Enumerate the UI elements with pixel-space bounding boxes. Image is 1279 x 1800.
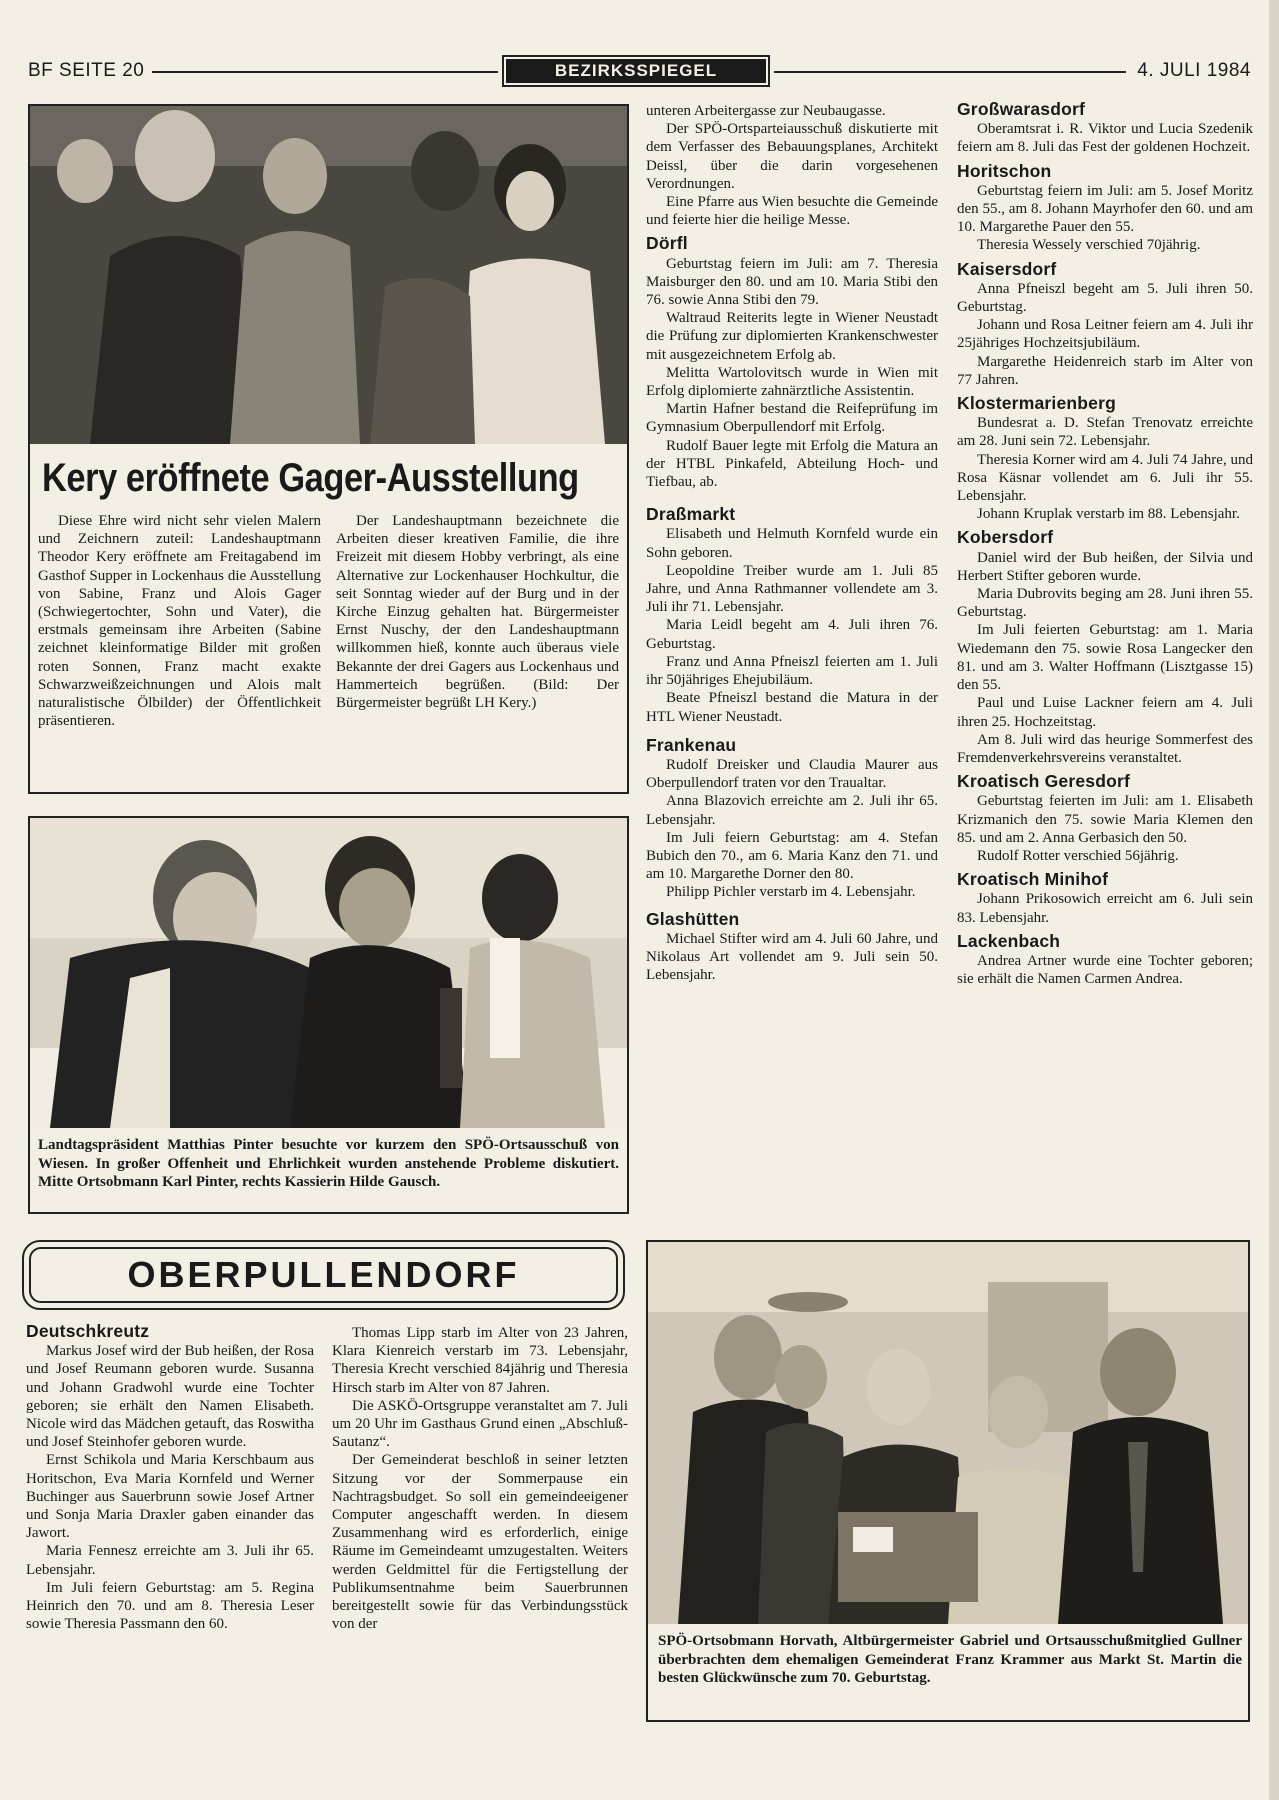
frankenau-para-2: Anna Blazovich erreichte am 2. Juli ihr 65. Lebensjahr. bbox=[646, 793, 938, 828]
frankenau-para-1: Rudolf Dreisker und Claudia Maurer aus Oberpullendorf traten vor den Traualtar. bbox=[646, 756, 938, 792]
doerfl-para-4: Martin Hafner bestand die Reifeprüfung im Gymnasium Oberpullendorf mit Erfolg. bbox=[646, 401, 938, 436]
drassmarkt-para-2: Leopoldine Treiber wurde am 1. Juli 85 Jahre, und Anna Rathmanner vollendete am 3. Juli ihr 71. Lebensjahr. bbox=[646, 562, 938, 616]
kobersdorf-para-5: Am 8. Juli wird das heurige Sommerfest des Fremdenverkehrsvereins veranstaltet. bbox=[957, 731, 1253, 766]
drassmarkt-para-1: Elisabeth und Helmuth Kornfeld wurde ein Sohn geboren. bbox=[646, 526, 938, 561]
lackenbach-para-1: Andrea Artner wurde eine Tochter geboren; sie erhält die Namen Carmen Andrea. bbox=[957, 952, 1253, 988]
headline-kery: Kery eröffnete Gager-Ausstellung bbox=[42, 456, 579, 500]
kobersdorf-para-3: Im Juli feierten Geburtstag: am 1. Maria Wiedemann den 75. sowie Rosa Langecker den 81. und am 3. Walter Hoffmann (Lisztgasse 15) den 55. bbox=[957, 622, 1253, 694]
story-kery-text-1: Diese Ehre wird nicht sehr vielen Malern und Zeichnern zuteil: Landeshauptmann Theodor Kery eröffnete am Freitagabend im Gasthof Supper in Lockenhaus die Ausstellung von Sabine, Franz und Alois Gager (Schwiegertochter, Sohn und Vater), die erstmals gemeinsam ihre Arbeiten (Sabine zeichnet kleinformatige Bilder mit großen roten Sonnen, Franz macht exakte Schwarzweißzeichnungen und Alois malt naturalistische Ölbilder) der Öffentlichkeit präsentieren. bbox=[38, 513, 321, 730]
kobersdorf-para-4: Paul und Luise Lackner feiern am 4. Juli ihren 25. Hochzeitstag. bbox=[957, 695, 1253, 730]
frankenau-para-3: Im Juli feiern Geburtstag: am 4. Stefan Bubich den 70., am 6. Maria Kanz den 71. und am 10. Margarethe Dorner den 80. bbox=[646, 829, 938, 883]
right-column bbox=[957, 100, 1253, 988]
deutschkreutz-col2 bbox=[332, 1324, 628, 1633]
heading-grosswarasdorf: Großwarasdorf bbox=[957, 99, 1086, 119]
heading-doerfl: Dörfl bbox=[646, 233, 688, 254]
doerfl-para-3: Melitta Wartolovitsch wurde in Wien mit Erfolg diplomierte zahnärztliche Assistentin. bbox=[646, 364, 938, 400]
klostermarienberg-para-1: Bundesrat a. D. Stefan Trenovatz erreichte am 28. Juni sein 72. Lebensjahr. bbox=[957, 415, 1253, 450]
frankenau-para-4: Philipp Pichler verstarb im 4. Lebensjahr. bbox=[666, 884, 916, 901]
deutschkreutz-para-1: Markus Josef wird der Bub heißen, der Rosa und Josef Reumann geboren wurde. Susanna und Johann Gradwohl wurde eine Tochter geboren; sie erhält den Namen Elisabeth. Nicole wird das Mädchen getauft, das Roswitha und Josef Steinhofer geboren wurde. bbox=[26, 1343, 314, 1451]
heading-deutschkreutz: Deutschkreutz bbox=[26, 1321, 150, 1341]
heading-glashuetten: Glashütten bbox=[646, 908, 740, 929]
kaisersdorf-para-1: Anna Pfneiszl begeht am 5. Juli ihren 50. Geburtstag. bbox=[957, 280, 1253, 316]
kaisersdorf-para-3: Margarethe Heidenreich starb im Alter von 77 Jahren. bbox=[957, 353, 1253, 388]
heading-frankenau: Frankenau bbox=[646, 734, 737, 755]
heading-klostermarienberg: Klostermarienberg bbox=[957, 393, 1117, 414]
intro-para-2: Der SPÖ-Ortsparteiausschuß diskutierte mit dem Verfasser des Bebauungsplanes, Architekt Deissl, über die darin vorgesehenen Verordnungen. bbox=[646, 121, 938, 192]
horitschon-para-1: Geburtstag feiern im Juli: am 5. Josef Moritz den 55., am 8. Johann Mayrhofer den 60. und am 10. Margarethe Pauer den 55. bbox=[957, 182, 1253, 236]
glashuetten-para-1: Michael Stifter wird am 4. Juli 60 Jahre, und Nikolaus Art vollendet am 9. Juli sein 50. Lebensjahr. bbox=[646, 930, 938, 984]
issue-date: 4. JULI 1984 bbox=[1137, 60, 1251, 81]
photo-krammer-caption: SPÖ-Ortsobmann Horvath, Altbürgermeister Gabriel und Ortsausschußmitglied Gullner überbrachten dem ehemaligen Gemeinderat Franz Krammer aus Markt St. Martin die besten Glückwünsche zum 70. Geburtstag. bbox=[658, 1633, 1242, 1686]
header-rule-left bbox=[152, 71, 498, 73]
kaisersdorf-para-2: Johann und Rosa Leitner feiern am 4. Juli ihr 25jähriges Hochzeitsjubiläum. bbox=[957, 317, 1253, 352]
kobersdorf-para-2: Maria Dubrovits beging am 28. Juni ihren 55. Geburtstag. bbox=[957, 586, 1253, 621]
drassmarkt-para-5: Beate Pfneiszl bestand die Matura in der HTL Wiener Neustadt. bbox=[646, 690, 938, 725]
deutschkreutz-para-5: Thomas Lipp starb im Alter von 23 Jahren, Klara Kienreich verstarb im 73. Lebensjahr, Theresia Krecht verschied 84jährig und Theresia Hirsch starb im Alter von 87 Jahren. bbox=[332, 1325, 628, 1396]
photo-krammer-birthday bbox=[648, 1242, 1248, 1624]
section-label bbox=[502, 55, 770, 87]
klostermarienberg-para-3: Johann Kruplak verstarb im 88. Lebensjahr. bbox=[977, 506, 1240, 523]
drassmarkt-para-3: Maria Leidl begeht am 4. Juli ihren 76. Geburtstag. bbox=[646, 617, 938, 652]
horitschon-para-2: Theresia Wessely verschied 70jährig. bbox=[977, 237, 1201, 254]
section-label-text: BEZIRKSSPIEGEL bbox=[506, 59, 766, 83]
heading-drassmarkt: Draßmarkt bbox=[646, 504, 736, 525]
kroatisch-minihof-para-1: Johann Prikosowich erreicht am 6. Juli sein 83. Lebensjahr. bbox=[957, 891, 1253, 926]
heading-kobersdorf: Kobersdorf bbox=[957, 527, 1054, 548]
deutschkreutz-para-7: Der Gemeinderat beschloß in seiner letzten Sitzung vor der Sommerpause ein Nachtragsbudget. So soll ein gemeindeeigener Computer angeschafft werden. In diesem Zusammenhang wird es erforderlich, einige Räume im Gemeindeamt umzugestalten. Weiters werden Geldmittel für die Fertigstellung der Publikumsentnahme beim Sauerbrunnen bereitgestellt sowie für das Verbindungsstück von der bbox=[332, 1452, 628, 1633]
heading-kroatisch-geresdorf: Kroatisch Geresdorf bbox=[957, 771, 1131, 792]
middle-column bbox=[646, 102, 938, 984]
deutschkreutz-para-4: Im Juli feiern Geburtstag: am 5. Regina Heinrich den 70. und am 8. Theresia Leser sowie Theresia Passmann den 60. bbox=[26, 1579, 314, 1633]
page-edge bbox=[1269, 0, 1279, 1800]
page-number: BF SEITE 20 bbox=[28, 60, 145, 81]
deutschkreutz-para-2: Ernst Schikola und Maria Kerschbaum aus Horitschon, Eva Maria Kornfeld und Werner Buchinger aus Sauerbrunn sowie Josef Artner und Sonja Maria Draxler gaben einander das Jawort. bbox=[26, 1452, 314, 1542]
deutschkreutz-para-6: Die ASKÖ-Ortsgruppe veranstaltet am 7. Juli um 20 Uhr im Gasthaus Grund einen „Abschluß-Sautanz“. bbox=[332, 1397, 628, 1451]
photo-kery-exhibition bbox=[30, 106, 627, 444]
heading-kaisersdorf: Kaisersdorf bbox=[957, 258, 1057, 279]
story-kery-col2 bbox=[336, 512, 619, 712]
kobersdorf-para-1: Daniel wird der Bub heißen, der Silvia und Herbert Stifter geboren wurde. bbox=[957, 549, 1253, 584]
deutschkreutz-para-3: Maria Fennesz erreichte am 3. Juli ihr 65. Lebensjahr. bbox=[26, 1543, 314, 1578]
header-rule-right bbox=[774, 71, 1126, 73]
intro-para-1: unteren Arbeitergasse zur Neubaugasse. bbox=[646, 103, 886, 119]
heading-horitschon: Horitschon bbox=[957, 160, 1052, 181]
photo-wiesen-meeting bbox=[30, 818, 627, 1128]
kroatisch-geresdorf-para-2: Rudolf Rotter verschied 56jährig. bbox=[977, 847, 1179, 864]
doerfl-para-5: Rudolf Bauer legte mit Erfolg die Matura an der HTBL Pinkafeld, Abteilung Hoch- und Tiefbau, ab. bbox=[646, 437, 938, 491]
doerfl-para-1: Geburtstag feiern im Juli: am 7. Theresia Maisburger den 80. und am 10. Maria Stibi den 76. sowie Anna Stibi den 79. bbox=[646, 255, 938, 309]
section-banner-title: OBERPULLENDORF bbox=[29, 1247, 618, 1303]
kroatisch-geresdorf-para-1: Geburtstag feierten im Juli: am 1. Elisabeth Krizmanich den 75. sowie Maria Klemen den 85. und am 2. Anna Gerbasich den 50. bbox=[957, 793, 1253, 846]
grosswarasdorf-para-1: Oberamtsrat i. R. Viktor und Lucia Szedenik feiern am 8. Juli das Fest der goldenen Hochzeit. bbox=[957, 121, 1253, 156]
heading-lackenbach: Lackenbach bbox=[957, 930, 1061, 951]
story-kery-text-2: Der Landeshauptmann bezeichnete die Arbeiten dieser kreativen Familie, die ihre Freizeit mit diesem Hobby verbringt, als eine Alternative zur Lockenhauser Hochkultur, die seit Sonntag wieder auf der Burg und in der Kirche Einzug gehalten hat. Bürgermeister Ernst Nuschy, der den Landeshauptmann willkommen hieß, konnte auch überaus viele Bekannte der drei Gagers aus Lockenhaus und Hammerteich begrüßen. (Bild: Der Bürgermeister begrüßt LH Kery.) bbox=[336, 513, 619, 712]
heading-kroatisch-minihof: Kroatisch Minihof bbox=[957, 869, 1109, 890]
deutschkreutz-col1 bbox=[26, 1322, 314, 1633]
photo-wiesen-caption: Landtagspräsident Matthias Pinter besuchte vor kurzem den SPÖ-Ortsausschuß von Wiesen. In großer Offenheit und Ehrlichkeit wurden anstehende Probleme diskutiert. Mitte Ortsobmann Karl Pinter, rechts Kassierin Hilde Gausch. bbox=[38, 1137, 619, 1190]
section-banner-oberpullendorf bbox=[22, 1240, 625, 1310]
klostermarienberg-para-2: Theresia Korner wird am 4. Juli 74 Jahre, und Rosa Käsnar vollendet am 6. Juli ihr 55. Lebensjahr. bbox=[957, 451, 1253, 505]
intro-para-3: Eine Pfarre aus Wien besuchte die Gemeinde und feierte hier die heilige Messe. bbox=[646, 194, 938, 229]
story-kery-col1 bbox=[38, 512, 321, 730]
doerfl-para-2: Waltraud Reiterits legte in Wiener Neustadt die Prüfung zur diplomierten Krankenschwester mit ausgezeichnetem Erfolg ab. bbox=[646, 310, 938, 363]
drassmarkt-para-4: Franz und Anna Pfneiszl feierten am 1. Juli ihr 50jähriges Ehejubiläum. bbox=[646, 653, 938, 689]
